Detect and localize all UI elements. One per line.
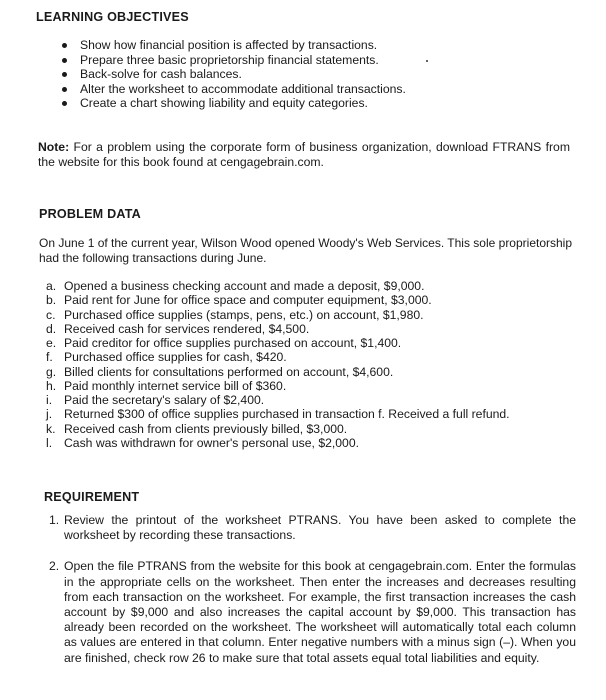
list-item: Show how financial position is affected by transactions.	[60, 38, 560, 53]
learning-objectives-list	[60, 38, 560, 111]
item-letter: a.	[46, 279, 57, 293]
note-text: For a problem using the corporate form of business organization, download FTRANS from the website for this book found at cengagebrain.com.	[38, 140, 570, 169]
item-text: Opened a business checking account and made a deposit, $9,000.	[64, 279, 425, 293]
item-text: Cash was withdrawn for owner's personal use, $2,000.	[64, 435, 359, 450]
list-item: Create a chart showing liability and equity categories.	[60, 96, 560, 111]
list-item	[49, 513, 576, 543]
list-item	[46, 308, 566, 322]
requirement-list	[49, 513, 576, 666]
item-letter: j.	[46, 407, 53, 422]
list-item	[46, 407, 566, 421]
item-text: Review the printout of the worksheet PTRANS. You have been asked to complete the worksheet by recording these transactions.	[64, 513, 576, 543]
item-letter: f.	[46, 350, 53, 365]
list-item	[46, 379, 566, 393]
item-letter: i.	[46, 393, 53, 407]
learning-objectives-heading: LEARNING OBJECTIVES	[36, 10, 189, 24]
list-item	[46, 393, 566, 407]
item-letter: c.	[46, 307, 56, 322]
note-paragraph	[38, 140, 570, 170]
problem-intro: On June 1 of the current year, Wilson Wood opened Woody's Web Services. This sole proprietorship had the following transactions during June.	[39, 236, 573, 265]
transactions-list	[46, 279, 566, 450]
item-letter: l.	[46, 435, 53, 450]
list-item	[46, 350, 566, 364]
item-text: Billed clients for consultations performed on account, $4,600.	[64, 364, 394, 379]
item-text: Open the file PTRANS from the website for this book at cengagebrain.com. Enter the formulas in the appropriate cells on the worksheet. Then enter the increases and decreases resulting from each transaction on the worksheet. For example, the first transaction increases the cash account by $9,000 and also increases the capital account by $9,000. This transaction has already been recorded on the worksheet. The worksheet will automatically total each column as values are entered in that column. Enter negative numbers with a minus sign (–). When you are finished, check row 26 to make sure that total assets equal total liabilities and equity.	[64, 559, 576, 665]
list-item: Prepare three basic proprietorship financial statements.	[60, 53, 560, 68]
list-item	[46, 365, 566, 379]
list-item	[49, 559, 576, 665]
list-item: Alter the worksheet to accommodate additional transactions.	[60, 82, 560, 97]
item-letter: k.	[46, 421, 56, 436]
list-item: Back-solve for cash balances.	[60, 67, 560, 82]
scan-speck	[426, 60, 428, 62]
list-item	[46, 293, 566, 307]
item-letter: d.	[46, 321, 57, 336]
item-text: Paid rent for June for office space and computer equipment, $3,000.	[64, 293, 432, 308]
list-item	[46, 436, 566, 450]
item-letter: h.	[46, 378, 57, 393]
list-item	[46, 322, 566, 336]
list-item	[46, 422, 566, 436]
item-number: 1.	[49, 513, 60, 527]
item-text: Returned $300 of office supplies purchased in transaction f. Received a full refund.	[64, 407, 510, 422]
item-number: 2.	[49, 559, 60, 574]
item-letter: g.	[46, 364, 57, 379]
requirement-heading: REQUIREMENT	[44, 490, 140, 504]
item-text: Paid the secretary's salary of $2,400.	[64, 393, 265, 407]
item-text: Purchased office supplies (stamps, pens, etc.) on account, $1,980.	[64, 307, 424, 322]
list-item	[46, 279, 566, 293]
problem-data-heading: PROBLEM DATA	[39, 207, 141, 221]
item-letter: e.	[46, 336, 57, 350]
list-item	[46, 336, 566, 350]
item-text: Paid creditor for office supplies purchased on account, $1,400.	[64, 336, 402, 350]
item-letter: b.	[46, 293, 57, 308]
item-text: Purchased office supplies for cash, $420.	[64, 350, 287, 365]
item-text: Paid monthly internet service bill of $360.	[64, 378, 287, 393]
note-label: Note:	[38, 140, 70, 154]
item-text: Received cash for services rendered, $4,500.	[64, 321, 310, 336]
item-text: Received cash from clients previously billed, $3,000.	[64, 421, 348, 436]
